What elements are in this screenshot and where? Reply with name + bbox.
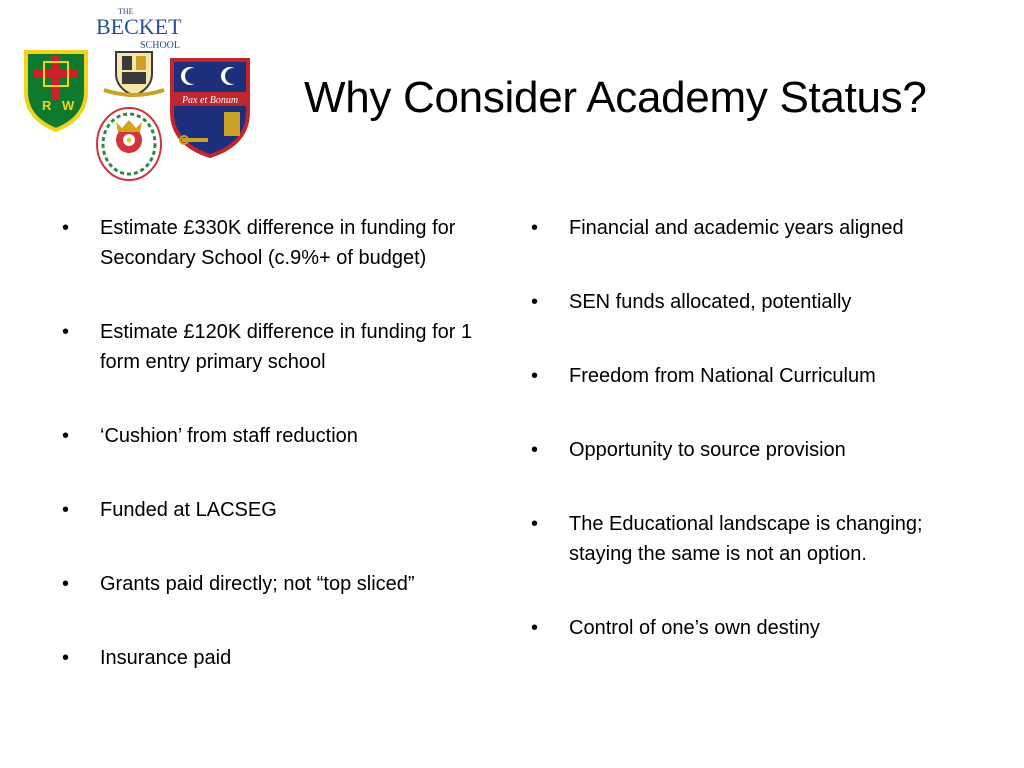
pax-motto-text: Pax et Bonum xyxy=(181,95,239,106)
bullet-glyph: • xyxy=(531,513,539,535)
list-item-text: The Educational landscape is changing; staying the same is not an option. xyxy=(569,513,923,565)
bullet-glyph: • xyxy=(62,425,70,447)
list-item xyxy=(62,495,500,525)
list-item-text: Control of one’s own destiny xyxy=(569,617,820,639)
bullet-glyph: • xyxy=(62,217,70,239)
list-item xyxy=(62,421,500,451)
list-item-text: Insurance paid xyxy=(100,647,232,669)
list-item xyxy=(531,613,981,643)
bullet-glyph: • xyxy=(62,321,70,343)
list-item xyxy=(62,213,500,273)
bullet-glyph: • xyxy=(62,499,70,521)
becket-school-text: SCHOOL xyxy=(140,40,181,51)
list-item-text: Estimate £120K difference in funding for 1 form entry primary school xyxy=(100,321,473,373)
slide-title: Why Consider Academy Status? xyxy=(304,73,927,122)
list-item-text: Financial and academic years aligned xyxy=(569,217,904,239)
list-item-text: Estimate £330K difference in funding for Secondary School (c.9%+ of budget) xyxy=(100,217,456,269)
pax-et-bonum-crest-logo xyxy=(168,56,252,158)
becket-the-text: THE xyxy=(118,7,134,16)
left-bullet-list xyxy=(62,213,500,717)
list-item xyxy=(531,509,981,569)
list-item xyxy=(531,435,981,465)
list-item xyxy=(62,317,500,377)
list-item xyxy=(531,213,981,243)
list-item xyxy=(62,643,500,673)
becket-name-text: BECKET xyxy=(96,14,182,39)
list-item xyxy=(531,361,981,391)
list-item-text: Grants paid directly; not “top sliced” xyxy=(100,573,415,595)
bullet-glyph: • xyxy=(531,365,539,387)
bullet-glyph: • xyxy=(531,439,539,461)
school-logos xyxy=(18,4,258,184)
list-item-text: Freedom from National Curriculum xyxy=(569,365,876,387)
right-bullet-list xyxy=(531,213,981,687)
list-item-text: ‘Cushion’ from staff reduction xyxy=(100,425,358,447)
bullet-glyph: • xyxy=(531,217,539,239)
list-item-text: Funded at LACSEG xyxy=(100,499,277,521)
list-item xyxy=(531,287,981,317)
list-item-text: Opportunity to source provision xyxy=(569,439,846,461)
bullet-glyph: • xyxy=(531,291,539,313)
list-item xyxy=(62,569,500,599)
rw-letter-w: W xyxy=(62,98,75,113)
rw-school-crest-logo xyxy=(22,48,90,132)
list-item-text: SEN funds allocated, potentially xyxy=(569,291,852,313)
rw-letter-r: R xyxy=(42,98,52,113)
bullet-glyph: • xyxy=(62,647,70,669)
bullet-glyph: • xyxy=(531,617,539,639)
rose-emblem-logo xyxy=(94,104,164,184)
bullet-glyph: • xyxy=(62,573,70,595)
